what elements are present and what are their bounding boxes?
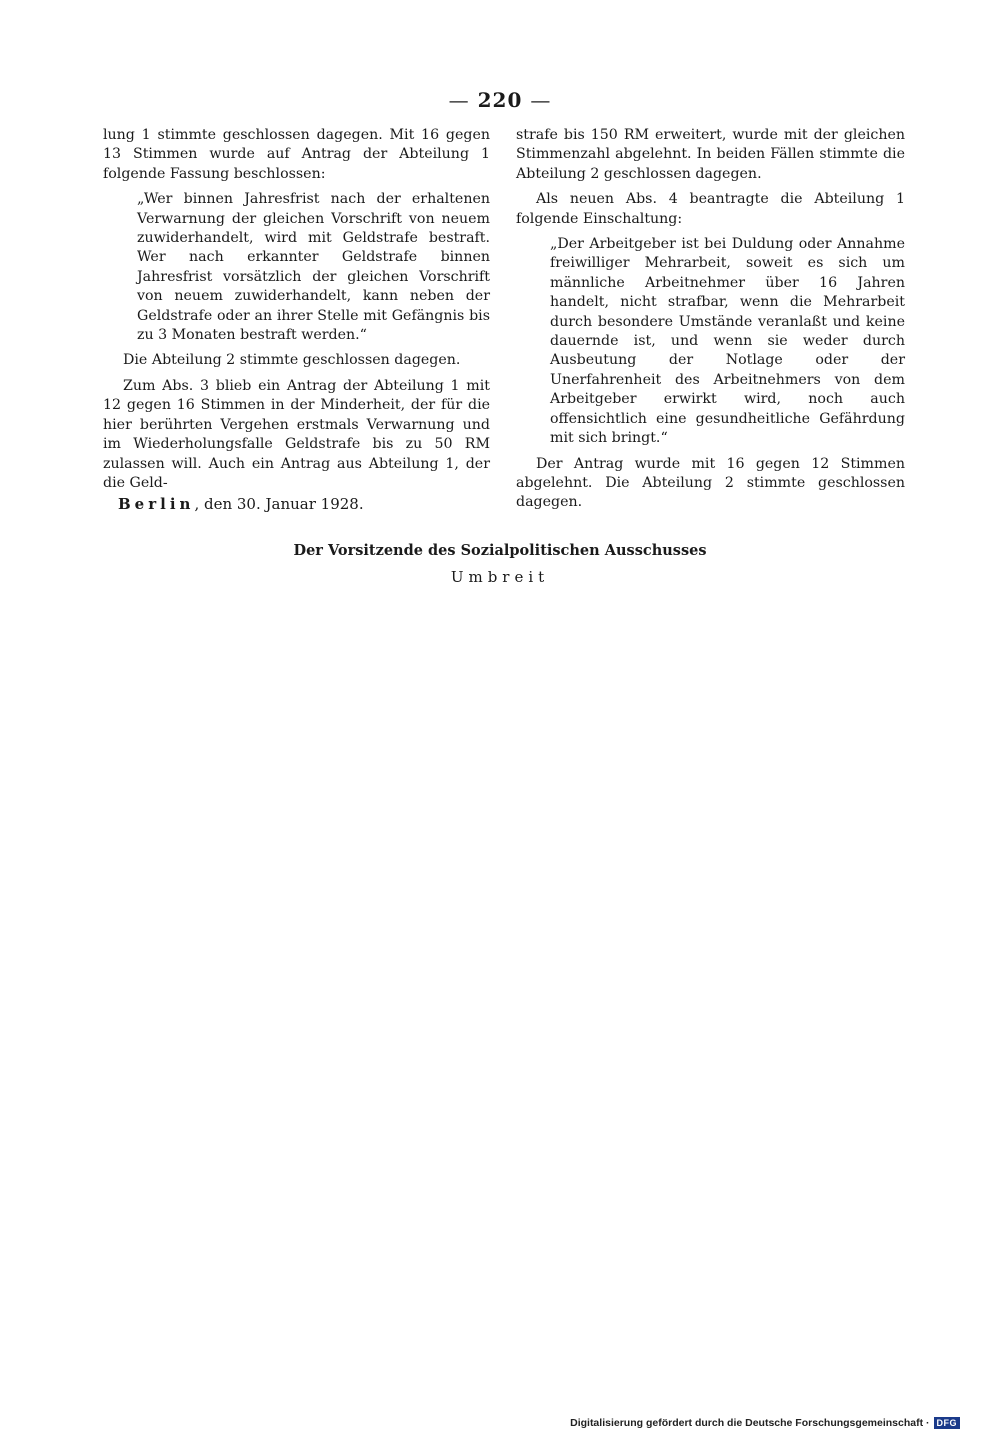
right-text-column bbox=[516, 126, 905, 519]
left-text-column bbox=[103, 126, 490, 499]
footer-credit bbox=[570, 1417, 960, 1429]
right-quote-paragraph: „Der Arbeitgeber ist bei Duldung oder Annahme freiwilliger Mehrarbeit, soweit es sich um männliche Arbeitnehmer über 16 Jahren handelt, nicht strafbar, wenn die Mehrarbeit durch besondere Umstände veranlaßt und keine dauernde ist, und wenn sie weder durch Ausbeutung der Notlage oder der Unerfahrenheit des Arbeitnehmers von dem Arbeitgeber erwirkt wird, noch auch offensichtlich eine gesundheitliche Gefährdung mit sich bringt.“ bbox=[550, 236, 905, 447]
page-number-dash-left: — bbox=[448, 88, 470, 112]
left-quote-paragraph: „Wer binnen Jahresfrist nach der erhaltenen Verwarnung der gleichen Vorschrift von neuem zuwiderhandelt, wird mit Geldstrafe bestraft. Wer nach erkannter Geldstrafe binnen Jahresfrist vorsätzlich der gleichen Vorschrift von neuem zuwiderhandelt, kann neben der Geldstrafe oder an ihrer Stelle mit Gefängnis bis zu 3 Monaten bestraft werden.“ bbox=[137, 191, 490, 344]
page-number bbox=[0, 88, 1000, 112]
dfg-logo-icon: DFG bbox=[934, 1417, 961, 1429]
footer-credit-text: Digitalisierung gefördert durch die Deutsche Forschungsgemeinschaft · bbox=[570, 1417, 930, 1429]
page-number-dash-right: — bbox=[530, 88, 552, 112]
left-paragraph-1: lung 1 stimmte geschlossen dagegen. Mit 16 gegen 13 Stimmen wurde auf Antrag der Abteilung 1 folgende Fassung beschlossen: bbox=[103, 127, 490, 182]
signature-title: Der Vorsitzende des Sozialpolitischen Ausschusses bbox=[293, 542, 707, 559]
page-number-value: 220 bbox=[477, 88, 523, 112]
right-paragraph-4: Der Antrag wurde mit 16 gegen 12 Stimmen abgelehnt. Die Abteilung 2 stimmte geschlossen dagegen. bbox=[516, 455, 905, 511]
dateline-date: , den 30. Januar 1928. bbox=[194, 495, 364, 513]
dateline-place: Berlin bbox=[118, 495, 195, 513]
dateline bbox=[118, 495, 364, 513]
signature-name: Umbreit bbox=[450, 568, 550, 586]
left-paragraph-3: Die Abteilung 2 stimmte geschlossen dagegen. bbox=[123, 352, 461, 369]
left-paragraph-4: Zum Abs. 3 blieb ein Antrag der Abteilung 1 mit 12 gegen 16 Stimmen in der Minderheit, der für die hier berührten Vergehen erstmals Verwarnung und im Wiederholungsfalle Geldstrafe bis zu 50 RM zulassen will. Auch ein Antrag aus Abteilung 1, der die Geld- bbox=[103, 377, 490, 491]
right-paragraph-2: Als neuen Abs. 4 beantragte die Abteilung 1 folgende Einschaltung: bbox=[516, 191, 905, 227]
right-paragraph-1: strafe bis 150 RM erweitert, wurde mit der gleichen Stimmenzahl abgelehnt. In beiden Fällen stimmte die Abteilung 2 geschlossen dagegen. bbox=[516, 127, 905, 182]
